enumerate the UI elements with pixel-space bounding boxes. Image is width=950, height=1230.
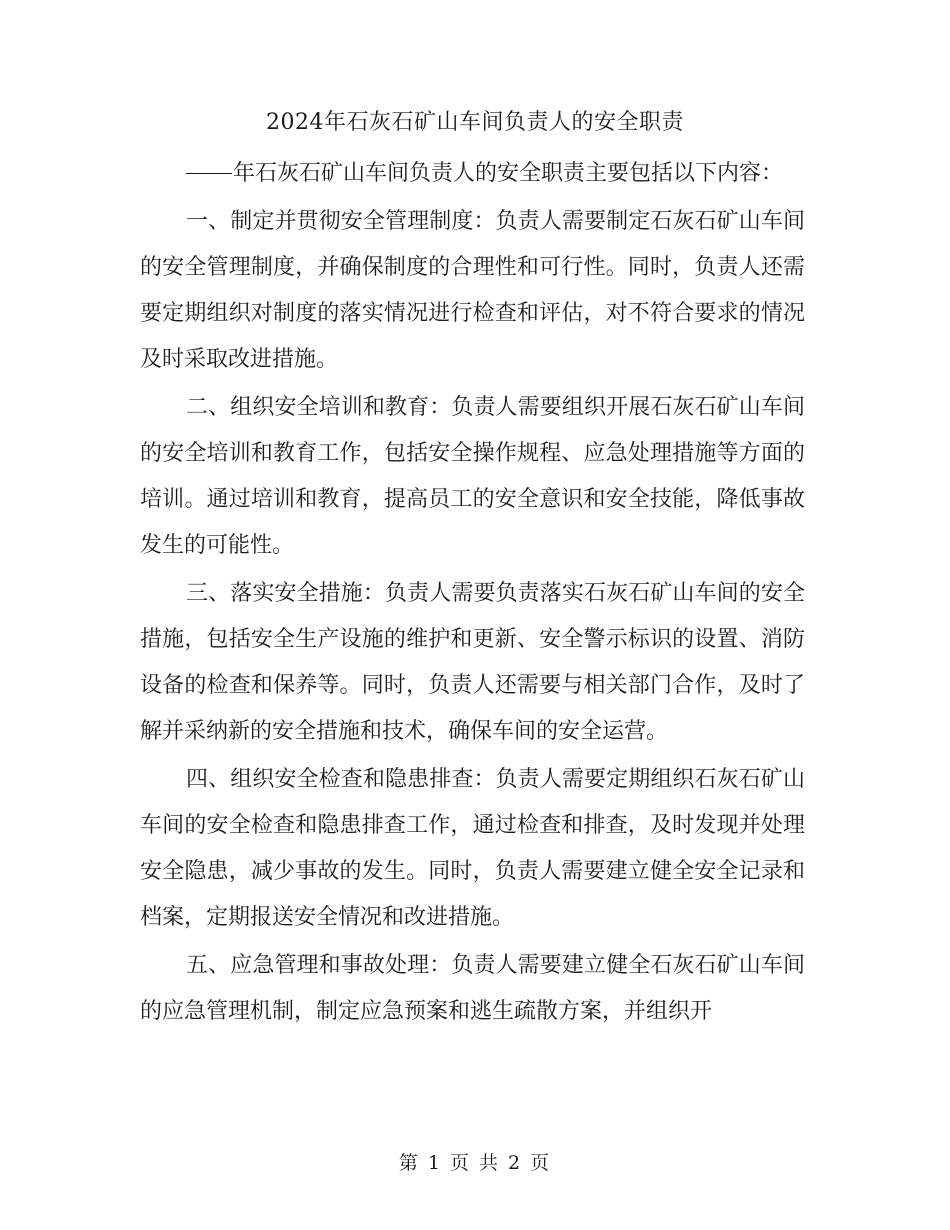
- fill-in-blank: [186, 172, 232, 174]
- document-body: [140, 151, 805, 1037]
- document-title: 2024年石灰石矿山车间负责人的安全职责: [266, 110, 684, 135]
- total-pages-number: 2: [508, 1152, 523, 1174]
- page-label-prefix: 第: [398, 1152, 420, 1174]
- page-label-suffix: 页: [530, 1152, 552, 1174]
- paragraph-2: 二、组织安全培训和教育：负责人需要组织开展石灰石矿山车间的安全培训和教育工作，包括安全操作规程、应急处理措施等方面的培训。通过培训和教育，提高员工的安全意识和安全技能，降低事故发生的可能性。: [140, 395, 805, 558]
- paragraph-1: 一、制定并贯彻安全管理制度：负责人需要制定石灰石矿山车间的安全管理制度，并确保制度的合理性和可行性。同时，负责人还需要定期组织对制度的落实情况进行检查和评估，对不符合要求的情况及时采取改进措施。: [140, 209, 805, 372]
- intro-paragraph: [140, 151, 805, 197]
- paragraph-3: 三、落实安全措施：负责人需要负责落实石灰石矿山车间的安全措施，包括安全生产设施的维护和更新、安全警示标识的设置、消防设备的检查和保养等。同时，负责人还需要与相关部门合作，及时了解并采纳新的安全措施和技术，确保车间的安全运营。: [140, 581, 805, 744]
- paragraph-4: 四、组织安全检查和隐患排查：负责人需要定期组织石灰石矿山车间的安全检查和隐患排查工作，通过检查和排查，及时发现并处理安全隐患，减少事故的发生。同时，负责人需要建立健全安全记录和档案，定期报送安全情况和改进措施。: [140, 767, 805, 930]
- page-footer: [0, 1148, 950, 1178]
- intro-text: 年石灰石矿山车间负责人的安全职责主要包括以下内容：: [233, 161, 784, 186]
- page-label-mid: 页 共: [449, 1152, 501, 1174]
- current-page-number: 1: [427, 1152, 442, 1174]
- paragraph-5: 五、应急管理和事故处理：负责人需要建立健全石灰石矿山车间的应急管理机制，制定应急预案和逃生疏散方案，并组织开: [140, 953, 805, 1024]
